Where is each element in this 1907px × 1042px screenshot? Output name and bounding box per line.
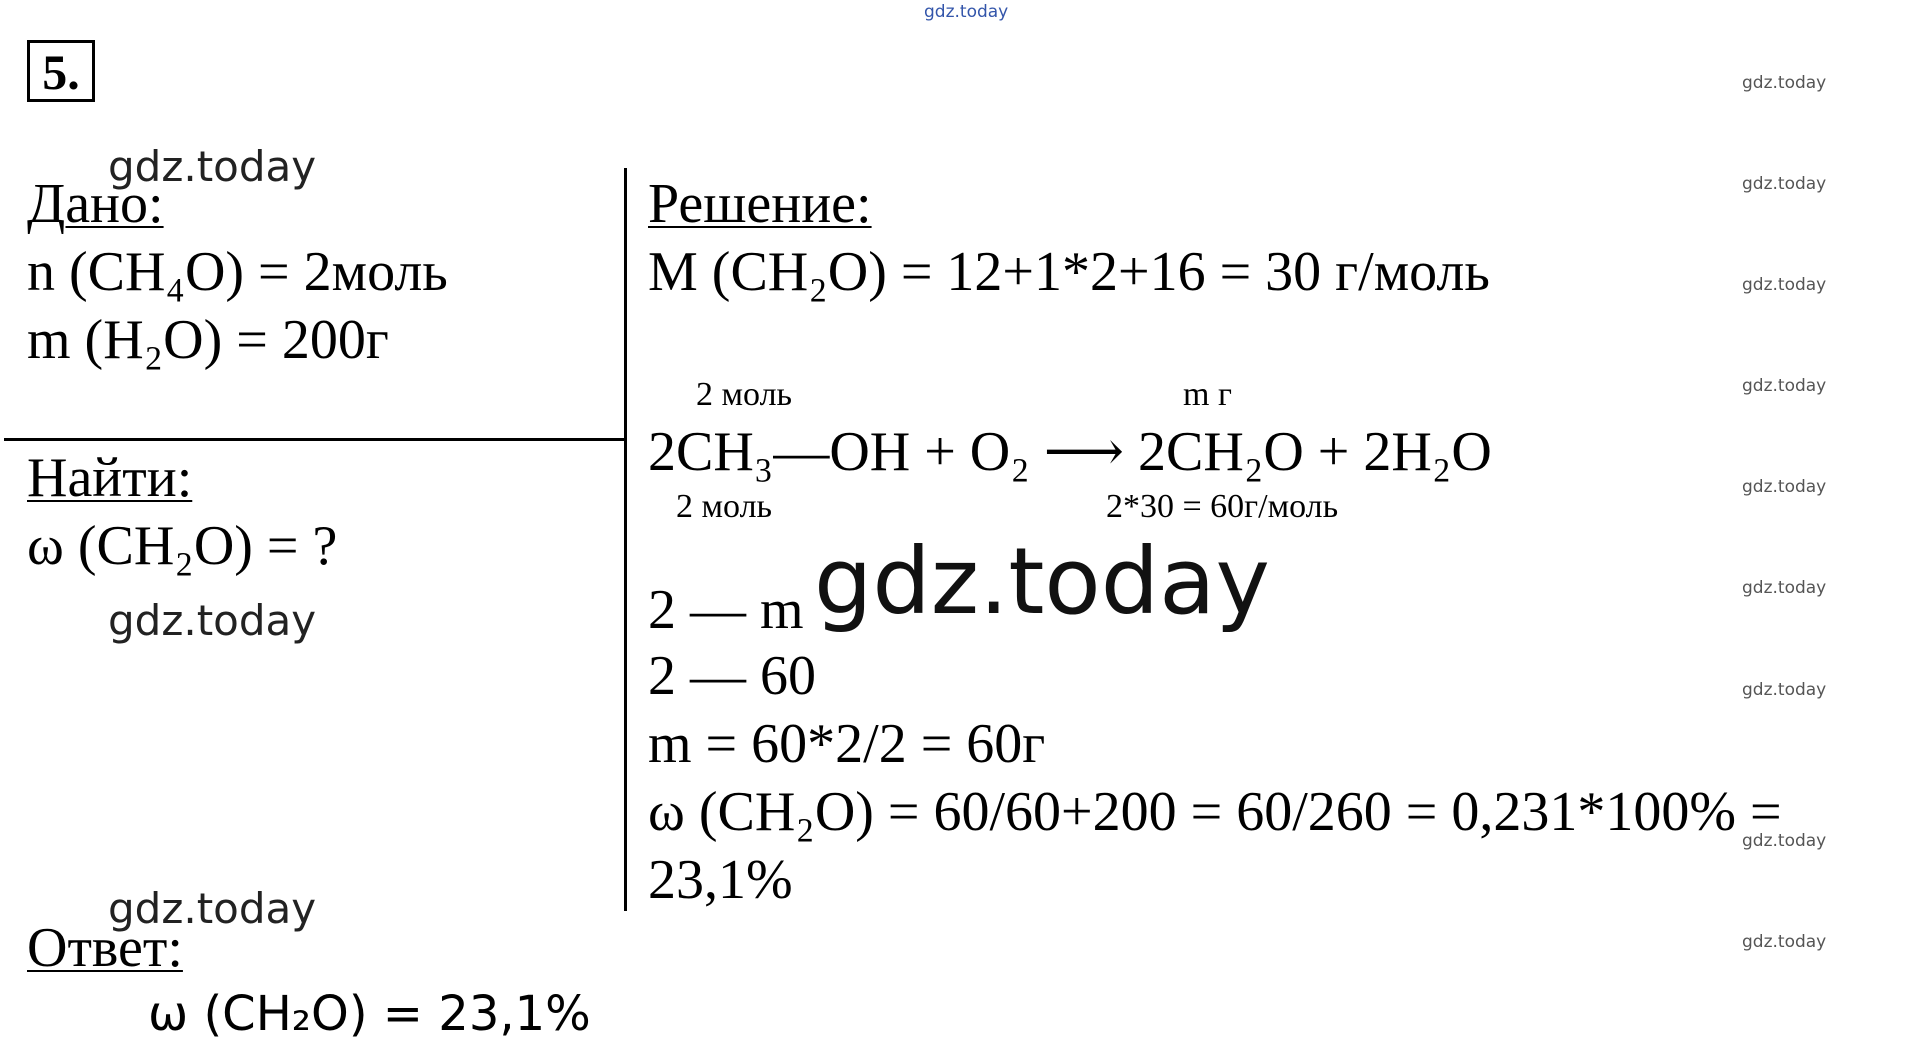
watermark-right-4: gdz.today	[1742, 376, 1827, 396]
given-heading: Дано:	[27, 173, 164, 235]
watermark-right-5: gdz.today	[1742, 477, 1827, 497]
horizontal-divider	[4, 438, 626, 441]
mass-fraction-line-2: 23,1%	[648, 849, 793, 911]
find-heading: Найти:	[27, 447, 193, 509]
mass-fraction-line-1: ω (CH₂O) = 60/60+200 = 60/260 = 0,231*100% =	[648, 781, 1782, 843]
watermark-right-2: gdz.today	[1742, 174, 1827, 194]
watermark-right-3: gdz.today	[1742, 275, 1827, 295]
proportion-line-1: 2 — m	[648, 579, 804, 641]
answer-heading: Ответ:	[27, 917, 183, 979]
equation-above-left: 2 моль	[696, 376, 793, 413]
equation-above-right: m г	[1183, 376, 1232, 413]
proportion-line-2: 2 — 60	[648, 645, 816, 707]
given-line-water-mass: m (H₂O) = 200г	[27, 309, 389, 371]
answer-value: ω (CH₂O) = 23,1%	[148, 986, 591, 1042]
find-line: ω (CH₂O) = ?	[27, 515, 338, 577]
watermark-right-8: gdz.today	[1742, 831, 1827, 851]
equation-below-left: 2 моль	[676, 488, 773, 525]
mass-result-line: m = 60*2/2 = 60г	[648, 713, 1046, 775]
vertical-divider	[624, 168, 627, 911]
watermark-left-1: gdz.today	[108, 142, 317, 191]
watermark-right-7: gdz.today	[1742, 680, 1827, 700]
molar-mass-line: M (CH₂O) = 12+1*2+16 = 30 г/моль	[648, 241, 1490, 303]
watermark-top: gdz.today	[924, 2, 1009, 22]
problem-number: 5.	[27, 40, 95, 102]
watermark-left-2: gdz.today	[108, 596, 317, 645]
reaction-equation: 2CH₃—OH + O₂ ⟶ 2CH₂O + 2H₂O	[648, 421, 1492, 483]
watermark-center: gdz.today	[814, 528, 1270, 635]
equation-below-right: 2*30 = 60г/моль	[1106, 488, 1339, 525]
solution-heading: Решение:	[648, 173, 872, 235]
watermark-right-6: gdz.today	[1742, 578, 1827, 598]
watermark-right-1: gdz.today	[1742, 73, 1827, 93]
watermark-right-9: gdz.today	[1742, 932, 1827, 952]
given-line-moles: n (CH₄O) = 2моль	[27, 241, 448, 303]
watermark-left-3: gdz.today	[108, 884, 317, 933]
